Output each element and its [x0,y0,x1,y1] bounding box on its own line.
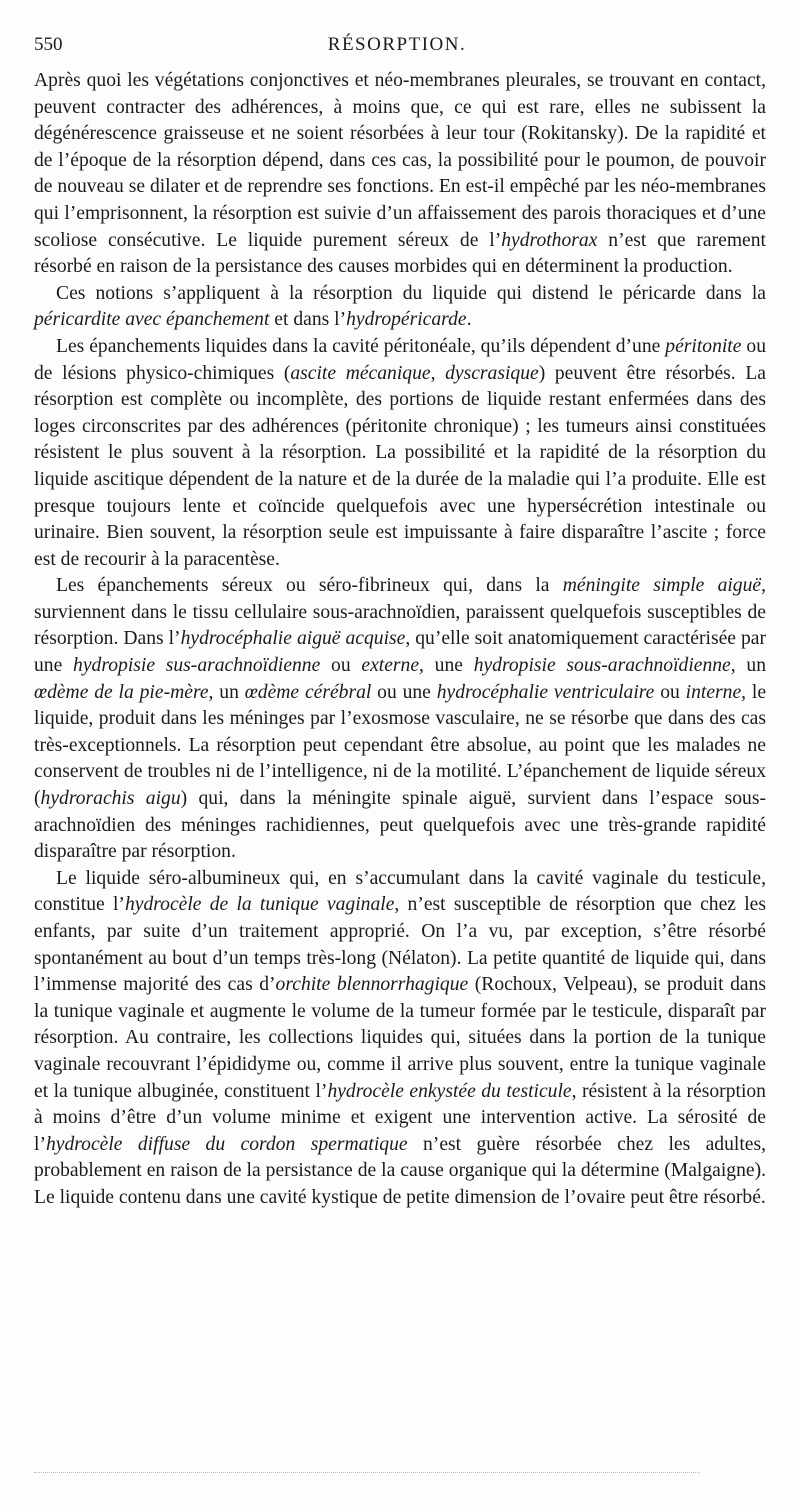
text-run: , un [208,681,245,703]
text-run: Le liquide séro-albumineux qui, en s’accumulant dans la cavité vaginale du testicule, constitue l’ [34,867,766,916]
running-title: RÉSORPTION. [327,34,467,55]
italic-term: ascite mécanique [290,362,431,384]
text-run: ) qui, dans la méningite spinale aiguë, survient dans l’espace sous-arachnoïdien des méninges rachidiennes, peut quelquefois avec une très-grande rapidité disparaître par résorption. [34,788,767,863]
body-text [34,68,766,1212]
text-run: n’est que rarement résorbé en raison de la persistance des causes morbides qui en déterminent la production. [34,229,766,278]
text-run: , [430,362,446,384]
text-run: , un [730,655,766,677]
text-run: ou une [371,681,437,703]
text-run: , surviennent dans le tissu cellulaire sous-arachnoïdien, paraissent quelquefois susceptibles de résorption. Dans l’ [34,575,767,650]
text-run: . [466,309,472,331]
paragraph [34,68,766,281]
italic-term: hydrorachis aigu [40,788,181,810]
paragraph [34,573,766,866]
text-run: Les épanchements séreux ou séro-fibrineux qui, dans la [56,575,563,597]
italic-term: hydrocèle de la tunique vaginale [124,894,395,916]
text-run: , une [419,655,474,677]
italic-term: péricardite avec épanchement [34,309,270,331]
text-run: et dans l’ [269,309,347,331]
italic-term: œdème cérébral [244,681,372,703]
italic-term: hydrothorax [501,229,598,251]
text-run: ou [654,681,686,703]
running-head [34,30,760,60]
text-run: ou de lésions physico-chimiques ( [34,335,766,384]
text-run: ou [320,655,362,677]
italic-term: hydropéricarde [346,309,467,331]
italic-term: hydrocéphalie ventriculaire [436,681,655,703]
text-run: Ces notions s’appliquent à la résorption du liquide qui distend le péricarde dans la [56,282,766,304]
text-run: , qu’elle soit anatomiquement caractérisée par une [34,628,766,677]
paragraph [34,281,766,334]
italic-term: hydrocéphalie aiguë acquise [180,628,406,650]
text-run: Après quoi les végétations conjonctives et néo-membranes pleurales, se trouvant en contact, peuvent contracter des adhérences, à moins que, ce qui est rare, elles ne subissent la dégénérescence graisseuse et ne soient résorbées à leur tour (Rokitansky). De la rapidité et de l’époque de la résorption dépend, dans ces cas, la possibilité pour le poumon, de pouvoir de nouveau se dilater et de reprendre ses fonctions. En est-il empêché par les néo-membranes qui l’emprisonnent, la résorption est suivie d’un affaissement des parois thoraciques et d’une scoliose consécutive. Le liquide purement séreux de l’ [34,70,766,251]
italic-term: œdème de la pie-mère [34,681,209,703]
italic-term: dyscrasique [445,362,539,384]
italic-term: orchite blennorrhagique [275,974,469,996]
text-run: , n’est susceptible de résorption que chez les enfants, par suite d’un traitement approprié. On l’a vu, par exception, s’être résorbé spontanément au bout d’un temps très-long (Nélaton). La petite quantité de liquide qui, dans l’immense majorité des cas d’ [34,894,766,996]
italic-term: externe [361,655,420,677]
italic-term: hydrocèle enkystée du testicule [327,1080,572,1102]
footer-dotted-rule [34,1472,700,1473]
italic-term: hydropisie sus-arachnoïdienne [73,655,321,677]
text-run: , le liquide, produit dans les méninges par l’exosmose vasculaire, ne se résorbe que dans des cas très-exceptionnels. La résorption peut cependant être absolue, au point que les malades ne conservent de troubles ni de l’intelligence, ni de la motilité. L’épanchement de liquide séreux ( [34,681,767,810]
text-run: , résistent à la résorption à moins d’être d’un volume minime et exigent une intervention active. La sérosité de l’ [34,1080,766,1155]
paragraph [34,866,766,1212]
page-number: 550 [34,34,63,55]
italic-term: hydrocèle diffuse du cordon spermatique [45,1133,408,1155]
text-run: n’est guère résorbée chez les adultes, probablement en raison de la persistance de la cause organique qui la détermine (Malgaigne). Le liquide contenu dans une cavité kystique de petite dimension de l’ovaire peut être résorbé. [34,1133,767,1208]
text-run: (Rochoux, Velpeau), se produit dans la tunique vaginale et augmente le volume de la tumeur formée par le testicule, disparaît par résorption. Au contraire, les collections liquides qui, situées dans la portion de la tunique vaginale recouvrant l’épididyme ou, comme il arrive plus souvent, entre la tunique vaginale et la tunique albuginée, constituent l’ [34,974,766,1102]
italic-term: méningite simple aiguë [562,575,762,597]
italic-term: péritonite [665,335,742,357]
italic-term: interne [685,681,742,703]
paragraph [34,334,766,573]
italic-term: hydropisie sous-arachnoïdienne [473,655,731,677]
text-run: Les épanchements liquides dans la cavité péritonéale, qu’ils dépendent d’une [56,335,666,357]
text-run: ) peuvent être résorbés. La résorption est complète ou incomplète, des portions de liquide restant enfermées dans des loges circonscrites par des adhérences (péritonite chronique) ; les tumeurs ainsi constituées résistent le plus souvent à la résorption. La possibilité et la rapidité de la résorption du liquide ascitique dépendent de la nature et de la durée de la maladie qui l’a produite. Elle est presque toujours lente et coïncide quelquefois avec une hypersécrétion intestinale ou urinaire. Bien souvent, la résorption seule est impuissante à faire disparaître l’ascite ; force est de recourir à la paracentèse. [34,362,766,570]
